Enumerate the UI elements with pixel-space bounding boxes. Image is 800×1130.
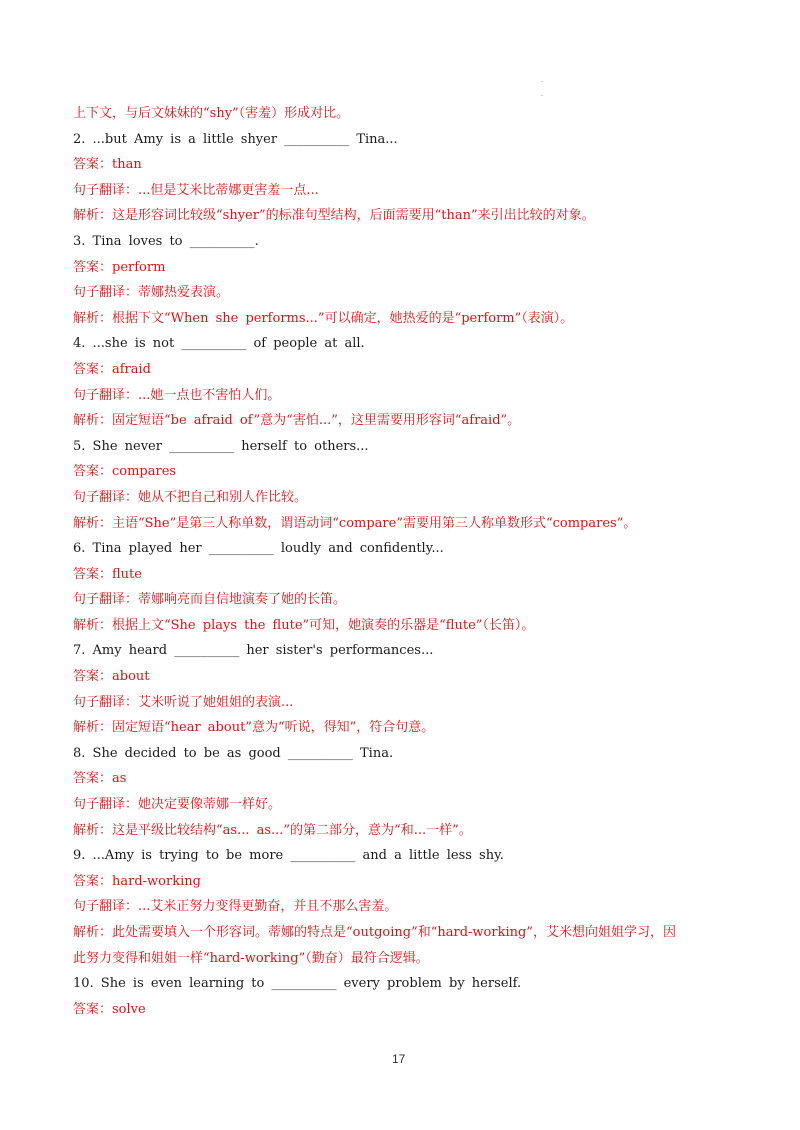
explanation-line: 解析：这是形容词比较级“shyer”的标准句型结构，后面需要用“than”来引出比较的对象。 bbox=[73, 208, 595, 224]
translation-line: 句子翻译：蒂娜响亮而自信地演奏了她的长笛。 bbox=[73, 592, 347, 608]
question-line: 3. Tina loves to __________. bbox=[73, 233, 259, 249]
translation-line: 句子翻译：...她一点也不害怕人们。 bbox=[73, 387, 281, 403]
continuation-line: 上下文，与后文妹妹的“shy”（害羞）形成对比。 bbox=[73, 106, 350, 121]
answer-line: 答案：than bbox=[73, 157, 142, 173]
explanation-line: 解析：主语“She”是第三人称单数，谓语动词“compare”需要用第三人称单数形式“compares”。 bbox=[73, 515, 637, 531]
answer-line: 答案：as bbox=[73, 771, 127, 787]
question-line: 8. She decided to be as good __________ Tina. bbox=[73, 745, 394, 761]
answer-line: 答案：compares bbox=[73, 464, 177, 480]
answer-line: 答案：perform bbox=[73, 259, 166, 275]
question-line: 6. Tina played her __________ loudly and confidently... bbox=[73, 541, 444, 557]
translation-line: 句子翻译：艾米听说了她姐姐的表演... bbox=[73, 694, 294, 710]
explanation-line: 解析：固定短语“be afraid of”意为“害怕...”，这里需要用形容词“afraid”。 bbox=[73, 413, 521, 429]
answer-line: 答案：afraid bbox=[73, 361, 152, 377]
header-mark: . bbox=[541, 77, 543, 84]
explanation-line: 解析：根据上文“She plays the flute”可知，她演奏的乐器是“flute”（长笛）。 bbox=[73, 617, 535, 633]
question-line: 4. ...she is not __________ of people at all. bbox=[73, 336, 365, 352]
continuation-line: 此努力变得和姐姐一样“hard-working”（勤奋）最符合逻辑。 bbox=[73, 950, 429, 966]
translation-line: 句子翻译：...但是艾米比蒂娜更害羞一点... bbox=[73, 182, 319, 198]
explanation-line: 解析：根据下文“When she performs...”可以确定，她热爱的是“perform”（表演）。 bbox=[73, 310, 574, 326]
answer-line: 答案：flute bbox=[73, 566, 142, 582]
translation-line: 句子翻译：...艾米正努力变得更勤奋，并且不那么害羞。 bbox=[73, 899, 398, 915]
answer-key-content bbox=[73, 101, 733, 1022]
explanation-line: 解析：这是平级比较结构“as... as...”的第二部分，意为“和...一样”。 bbox=[73, 822, 472, 838]
header-marks bbox=[541, 74, 547, 102]
page-number: 17 bbox=[392, 1052, 406, 1066]
question-line: 2. ...but Amy is a little shyer __________ Tina... bbox=[73, 131, 398, 147]
answer-line: 答案：about bbox=[73, 669, 150, 685]
explanation-line: 解析：此处需要填入一个形容词。蒂娜的特点是“outgoing”和“hard-working”，艾米想向姐姐学习，因 bbox=[73, 925, 676, 940]
translation-line: 句子翻译：蒂娜热爱表演。 bbox=[73, 285, 230, 301]
explanation-line: 解析：固定短语“hear about”意为“听说，得知”，符合句意。 bbox=[73, 720, 435, 736]
header-mark: . bbox=[541, 91, 543, 98]
question-line: 7. Amy heard __________ her sister's performances... bbox=[73, 643, 434, 659]
translation-line: 句子翻译：她从不把自己和别人作比较。 bbox=[73, 489, 308, 505]
answer-line: 答案：solve bbox=[73, 1001, 146, 1017]
question-line: 5. She never __________ herself to others... bbox=[73, 438, 369, 454]
question-line: 9. ...Amy is trying to be more __________ and a little less shy. bbox=[73, 848, 504, 864]
answer-line: 答案：hard-working bbox=[73, 873, 201, 889]
question-line: 10. She is even learning to __________ every problem by herself. bbox=[73, 976, 522, 992]
translation-line: 句子翻译：她决定要像蒂娜一样好。 bbox=[73, 797, 282, 813]
